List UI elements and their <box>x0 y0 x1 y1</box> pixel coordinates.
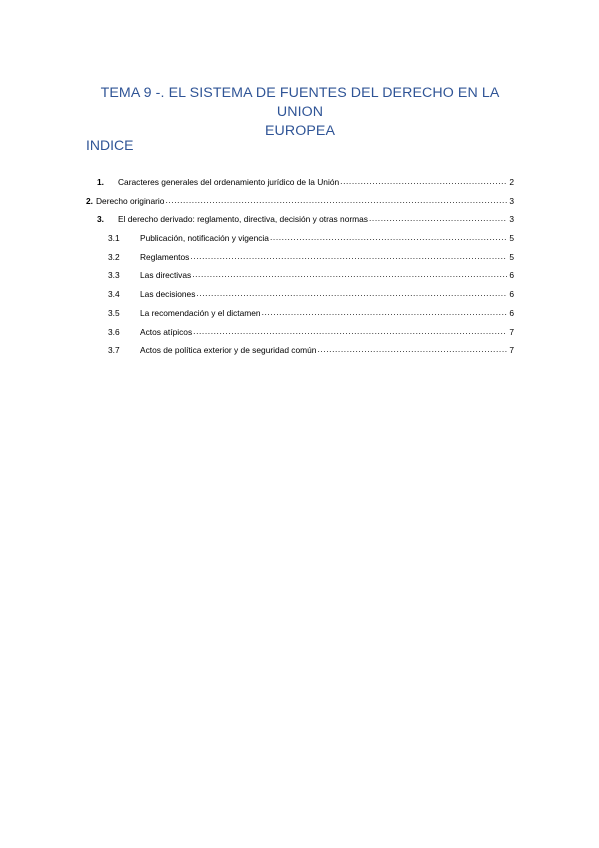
toc-entry-number: 3.1 <box>108 233 120 244</box>
toc-entry-label: Caracteres generales del ordenamiento jurídico de la Unión <box>118 177 340 187</box>
toc-dot-leader <box>196 284 507 303</box>
index-heading: INDICE <box>86 137 134 153</box>
toc-entry-number: 3.2 <box>108 251 120 262</box>
toc-dot-leader <box>317 340 507 359</box>
toc-entry-page: 6 <box>509 307 514 318</box>
toc-entry-1[interactable] <box>86 173 514 192</box>
toc-entry-label: Actos de política exterior y de seguridad común <box>140 345 317 356</box>
toc-entry-label: Publicación, notificación y vigencia <box>140 233 269 244</box>
toc-entry-page: 3 <box>509 195 514 206</box>
toc-entry-number: 3.4 <box>108 289 120 300</box>
toc-entry-3-7[interactable] <box>86 341 514 360</box>
toc-entry-page: 5 <box>509 233 514 244</box>
toc-entry-number: 3.5 <box>108 307 120 318</box>
toc-dot-leader <box>340 172 507 191</box>
toc-dot-leader <box>262 303 507 322</box>
toc-entry-label: Las directivas <box>140 270 192 281</box>
toc-entry-label: Las decisiones <box>140 289 196 300</box>
toc-entry-number: 3.7 <box>108 345 120 356</box>
toc-entry-page: 3 <box>509 214 514 225</box>
toc-dot-leader <box>193 322 507 341</box>
document-title-line-2: EUROPEA <box>264 123 336 139</box>
toc-entry-label: Actos atípicos <box>140 326 193 337</box>
toc-entry-page: 7 <box>509 345 514 356</box>
toc-entry-page: 2 <box>509 177 514 187</box>
toc-dot-leader <box>190 247 507 266</box>
toc-entry-label: El derecho derivado: reglamento, directiva, decisión y otras normas <box>118 214 368 225</box>
document-title <box>80 84 520 141</box>
toc-entry-3-6[interactable] <box>86 323 514 342</box>
toc-entry-number: 2. <box>86 195 93 206</box>
toc-entry-label: La recomendación y el dictamen <box>140 307 261 318</box>
toc-entry-page: 7 <box>509 326 514 337</box>
toc-dot-leader <box>192 265 507 284</box>
toc-entry-page: 6 <box>509 289 514 300</box>
toc-entry-number: 3.3 <box>108 270 120 281</box>
toc-entry-label: Reglamentos <box>140 251 190 262</box>
toc-dot-leader <box>369 209 507 228</box>
table-of-contents <box>86 173 514 360</box>
toc-dot-leader <box>165 191 507 210</box>
toc-entry-number: 1. <box>97 177 104 187</box>
toc-entry-3-3[interactable] <box>86 266 514 285</box>
toc-entry-3-1[interactable] <box>86 229 514 248</box>
toc-entry-3-2[interactable] <box>86 248 514 267</box>
toc-entry-label: Derecho originario <box>96 195 165 206</box>
document-title-line-1: TEMA 9 -. EL SISTEMA DE FUENTES DEL DERECHO EN LA UNION <box>100 85 500 120</box>
toc-entry-3-4[interactable] <box>86 285 514 304</box>
toc-entry-number: 3. <box>97 214 104 225</box>
toc-entry-page: 5 <box>509 251 514 262</box>
toc-entry-page: 6 <box>509 270 514 281</box>
toc-entry-number: 3.6 <box>108 326 120 337</box>
toc-dot-leader <box>270 228 507 247</box>
toc-entry-2[interactable] <box>86 192 514 211</box>
toc-entry-3-5[interactable] <box>86 304 514 323</box>
toc-entry-3[interactable] <box>86 210 514 229</box>
